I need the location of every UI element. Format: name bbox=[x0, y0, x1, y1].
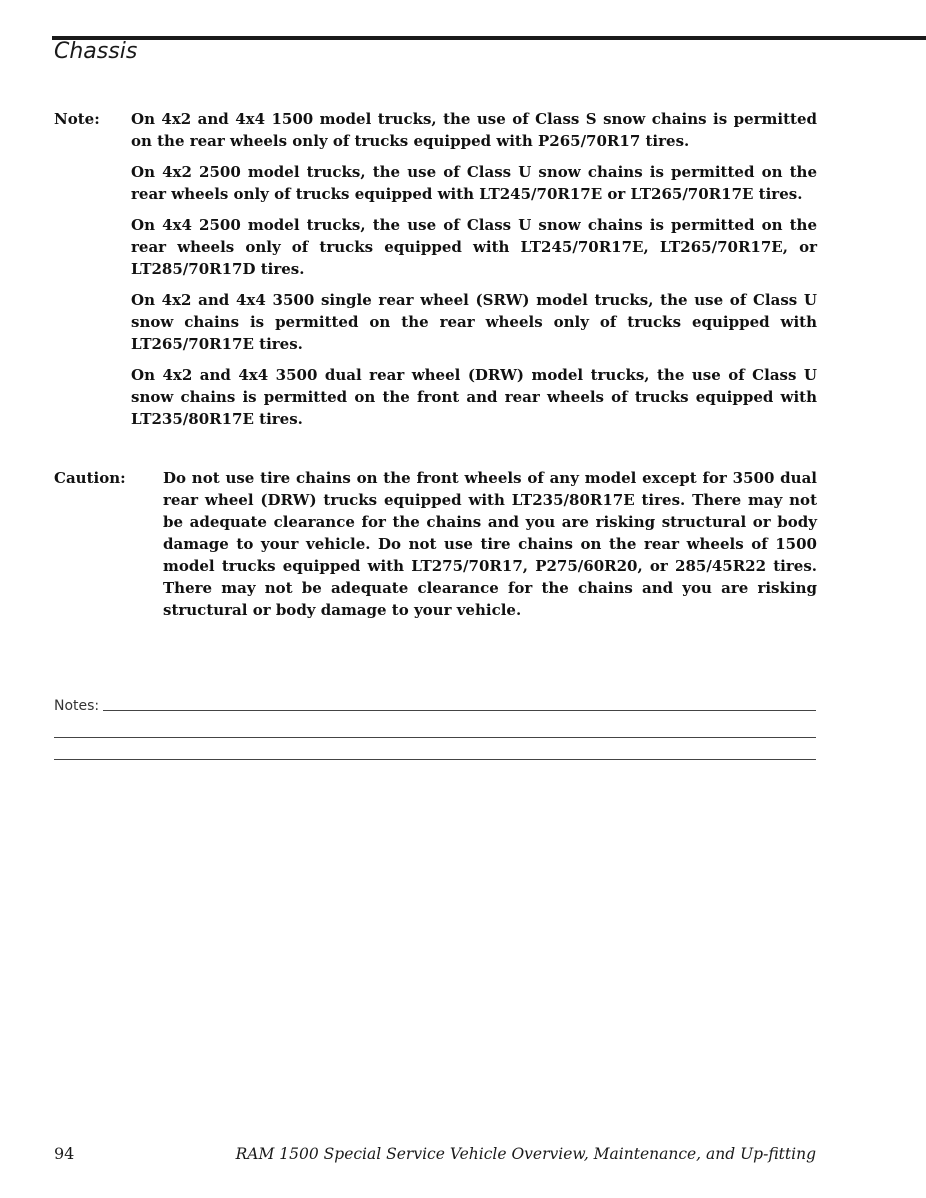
page-number: 94 bbox=[54, 1144, 75, 1163]
note-label: Note: bbox=[54, 110, 100, 128]
footer-document-title: RAM 1500 Special Service Vehicle Overview, Maintenance, and Up-fitting bbox=[235, 1145, 816, 1163]
notes-line bbox=[54, 716, 816, 738]
caution-text: Do not use tire chains on the front wheels of any model except for 3500 dual rear wheel (DRW) trucks equipped with LT235/80R17E tires. There may not be adequate clearance for the chains and you are risking structural or body damage to your vehicle. Do not use tire chains on the rear wheels of 1500 model trucks equipped with LT275/70R17, P275/60R20, or 285/45R22 tires. There may not be adequate clearance for the chains and you are risking structural or body damage to your vehicle. bbox=[163, 469, 817, 619]
section-title: Chassis bbox=[54, 39, 138, 64]
note-paragraph-3500-drw: On 4x2 and 4x4 3500 dual rear wheel (DRW) model trucks, the use of Class U snow chains is permitted on the front and rear wheels of trucks equipped with LT235/80R17E tires. bbox=[131, 366, 817, 428]
notes-line bbox=[54, 738, 816, 760]
notes-line bbox=[103, 710, 816, 711]
notes-first-row bbox=[54, 694, 816, 716]
notes-area bbox=[54, 694, 816, 760]
caution-label: Caution: bbox=[54, 469, 126, 487]
note-paragraph-2500-4x4: On 4x4 2500 model trucks, the use of Class U snow chains is permitted on the rear wheels only of trucks equipped with LT245/70R17E, LT265/70R17E, or LT285/70R17D tires. bbox=[131, 216, 817, 278]
note-paragraph-2500-4x2: On 4x2 2500 model trucks, the use of Class U snow chains is permitted on the rear wheels only of trucks equipped with LT245/70R17E or LT265/70R17E tires. bbox=[131, 163, 817, 203]
notes-label: Notes: bbox=[54, 698, 100, 714]
note-paragraph-1500: On 4x2 and 4x4 1500 model trucks, the use of Class S snow chains is permitted on the rear wheels only of trucks equipped with P265/70R17 tires. bbox=[131, 110, 817, 150]
note-paragraph-3500-srw: On 4x2 and 4x4 3500 single rear wheel (SRW) model trucks, the use of Class U snow chains is permitted on the rear wheels only of trucks equipped with LT265/70R17E tires. bbox=[131, 291, 817, 353]
header-rule bbox=[52, 36, 926, 40]
note-body bbox=[131, 108, 817, 439]
